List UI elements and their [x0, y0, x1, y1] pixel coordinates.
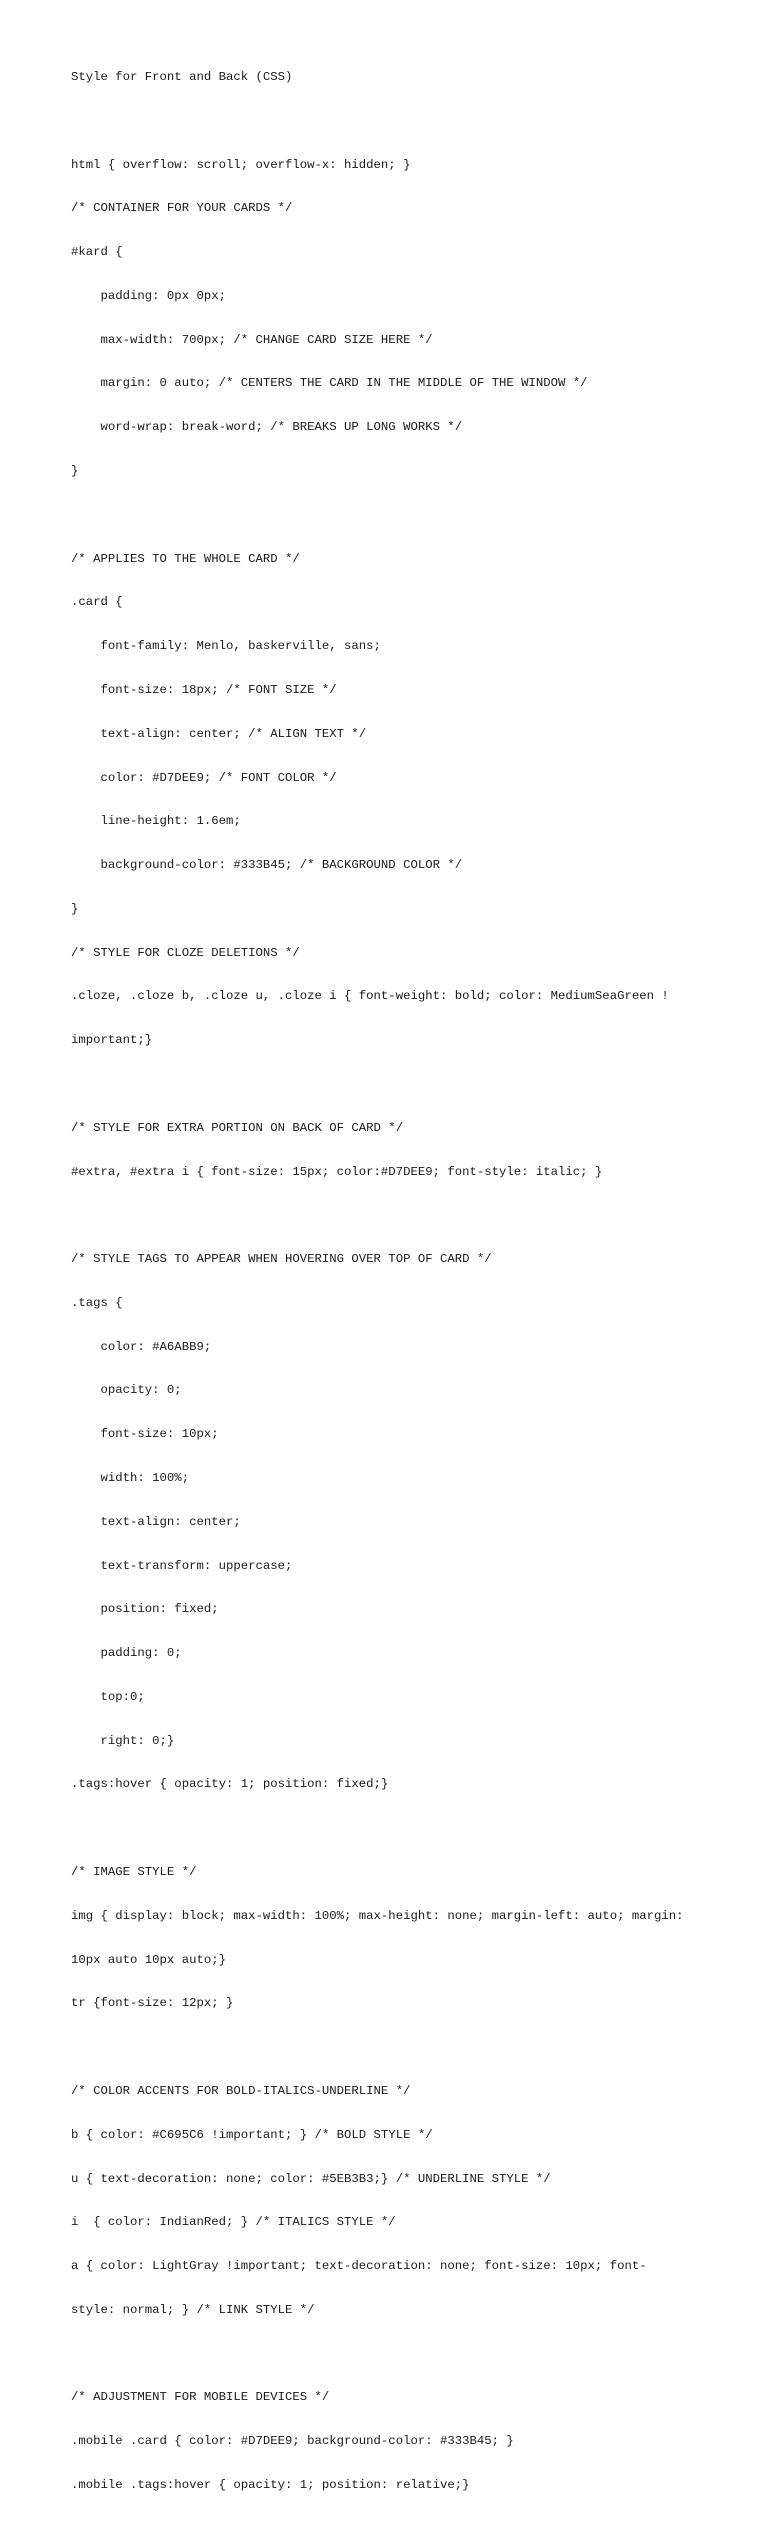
spacer [71, 85, 711, 129]
code-line: .mobile .card { color: #D7DEE9; background-color: #333B45; } [71, 2434, 514, 2449]
code-line: .tags { [71, 1295, 123, 1310]
code-line: /* STYLE TAGS TO APPEAR WHEN HOVERING OVER TOP OF CARD */ [71, 1252, 492, 1267]
code-line: /* COLOR ACCENTS FOR BOLD-ITALICS-UNDERLINE */ [71, 2083, 411, 2098]
code-line: #extra, #extra i { font-size: 15px; color:#D7DEE9; font-style: italic; } [71, 1164, 603, 1179]
code-line [71, 1208, 711, 1223]
code-line: margin: 0 auto; /* CENTERS THE CARD IN THE MIDDLE OF THE WINDOW */ [71, 376, 588, 391]
code-line: max-width: 700px; /* CHANGE CARD SIZE HERE */ [71, 332, 433, 347]
code-line: position: fixed; [71, 1602, 219, 1617]
code-line: .tags:hover { opacity: 1; position: fixed;} [71, 1777, 389, 1792]
code-line: #kard { [71, 245, 123, 260]
code-line: /* STYLE FOR EXTRA PORTION ON BACK OF CARD */ [71, 1120, 404, 1135]
code-line: text-transform: uppercase; [71, 1558, 293, 1573]
code-line: img { display: block; max-width: 100%; max-height: none; margin-left: auto; margin: [71, 1908, 684, 1923]
code-line: text-align: center; [71, 1514, 241, 1529]
code-line: right: 0;} [71, 1733, 175, 1748]
document-title: Style for Front and Back (CSS) [71, 70, 293, 84]
code-line: u { text-decoration: none; color: #5EB3B3;} /* UNDERLINE STYLE */ [71, 2171, 551, 2186]
code-line: width: 100%; [71, 1471, 190, 1486]
code-line: padding: 0; [71, 1646, 182, 1661]
code-line: background-color: #333B45; /* BACKGROUND COLOR */ [71, 858, 463, 873]
document-page [71, 70, 711, 2522]
code-line: font-size: 18px; /* FONT SIZE */ [71, 682, 337, 697]
code-line: /* IMAGE STYLE */ [71, 1865, 197, 1880]
code-line: top:0; [71, 1689, 145, 1704]
code-line: a { color: LightGray !important; text-decoration: none; font-size: 10px; font- [71, 2259, 647, 2274]
code-line: tr {font-size: 12px; } [71, 1996, 234, 2011]
code-line: /* STYLE FOR CLOZE DELETIONS */ [71, 945, 300, 960]
code-line: opacity: 0; [71, 1383, 182, 1398]
code-line: } [71, 464, 79, 479]
code-line: /* ADJUSTMENT FOR MOBILE DEVICES */ [71, 2390, 330, 2405]
code-line: html { overflow: scroll; overflow-x: hidden; } [71, 157, 411, 172]
code-line [71, 2040, 711, 2055]
code-line: word-wrap: break-word; /* BREAKS UP LONG WORKS */ [71, 420, 463, 435]
code-line: important;} [71, 1033, 153, 1048]
code-line [71, 2347, 711, 2362]
code-line: 10px auto 10px auto;} [71, 1952, 226, 1967]
code-line: padding: 0px 0px; [71, 288, 226, 303]
code-line: .card { [71, 595, 123, 610]
code-line: text-align: center; /* ALIGN TEXT */ [71, 726, 367, 741]
code-line [71, 1821, 711, 1836]
css-code-block [71, 128, 711, 2521]
code-line: /* CONTAINER FOR YOUR CARDS */ [71, 201, 293, 216]
code-line: color: #D7DEE9; /* FONT COLOR */ [71, 770, 337, 785]
code-line [71, 508, 711, 523]
code-line: .mobile .tags:hover { opacity: 1; position: relative;} [71, 2477, 470, 2492]
code-line: i { color: IndianRed; } /* ITALICS STYLE */ [71, 2215, 396, 2230]
code-line: /* APPLIES TO THE WHOLE CARD */ [71, 551, 300, 566]
code-line: line-height: 1.6em; [71, 814, 241, 829]
code-line: color: #A6ABB9; [71, 1339, 212, 1354]
code-line: } [71, 901, 79, 916]
code-line: style: normal; } /* LINK STYLE */ [71, 2302, 315, 2317]
code-line: font-family: Menlo, baskerville, sans; [71, 639, 381, 654]
code-line: b { color: #C695C6 !important; } /* BOLD STYLE */ [71, 2127, 433, 2142]
code-line: font-size: 10px; [71, 1427, 219, 1442]
code-line: .cloze, .cloze b, .cloze u, .cloze i { font-weight: bold; color: MediumSeaGreen ! [71, 989, 669, 1004]
code-line [71, 1077, 711, 1092]
